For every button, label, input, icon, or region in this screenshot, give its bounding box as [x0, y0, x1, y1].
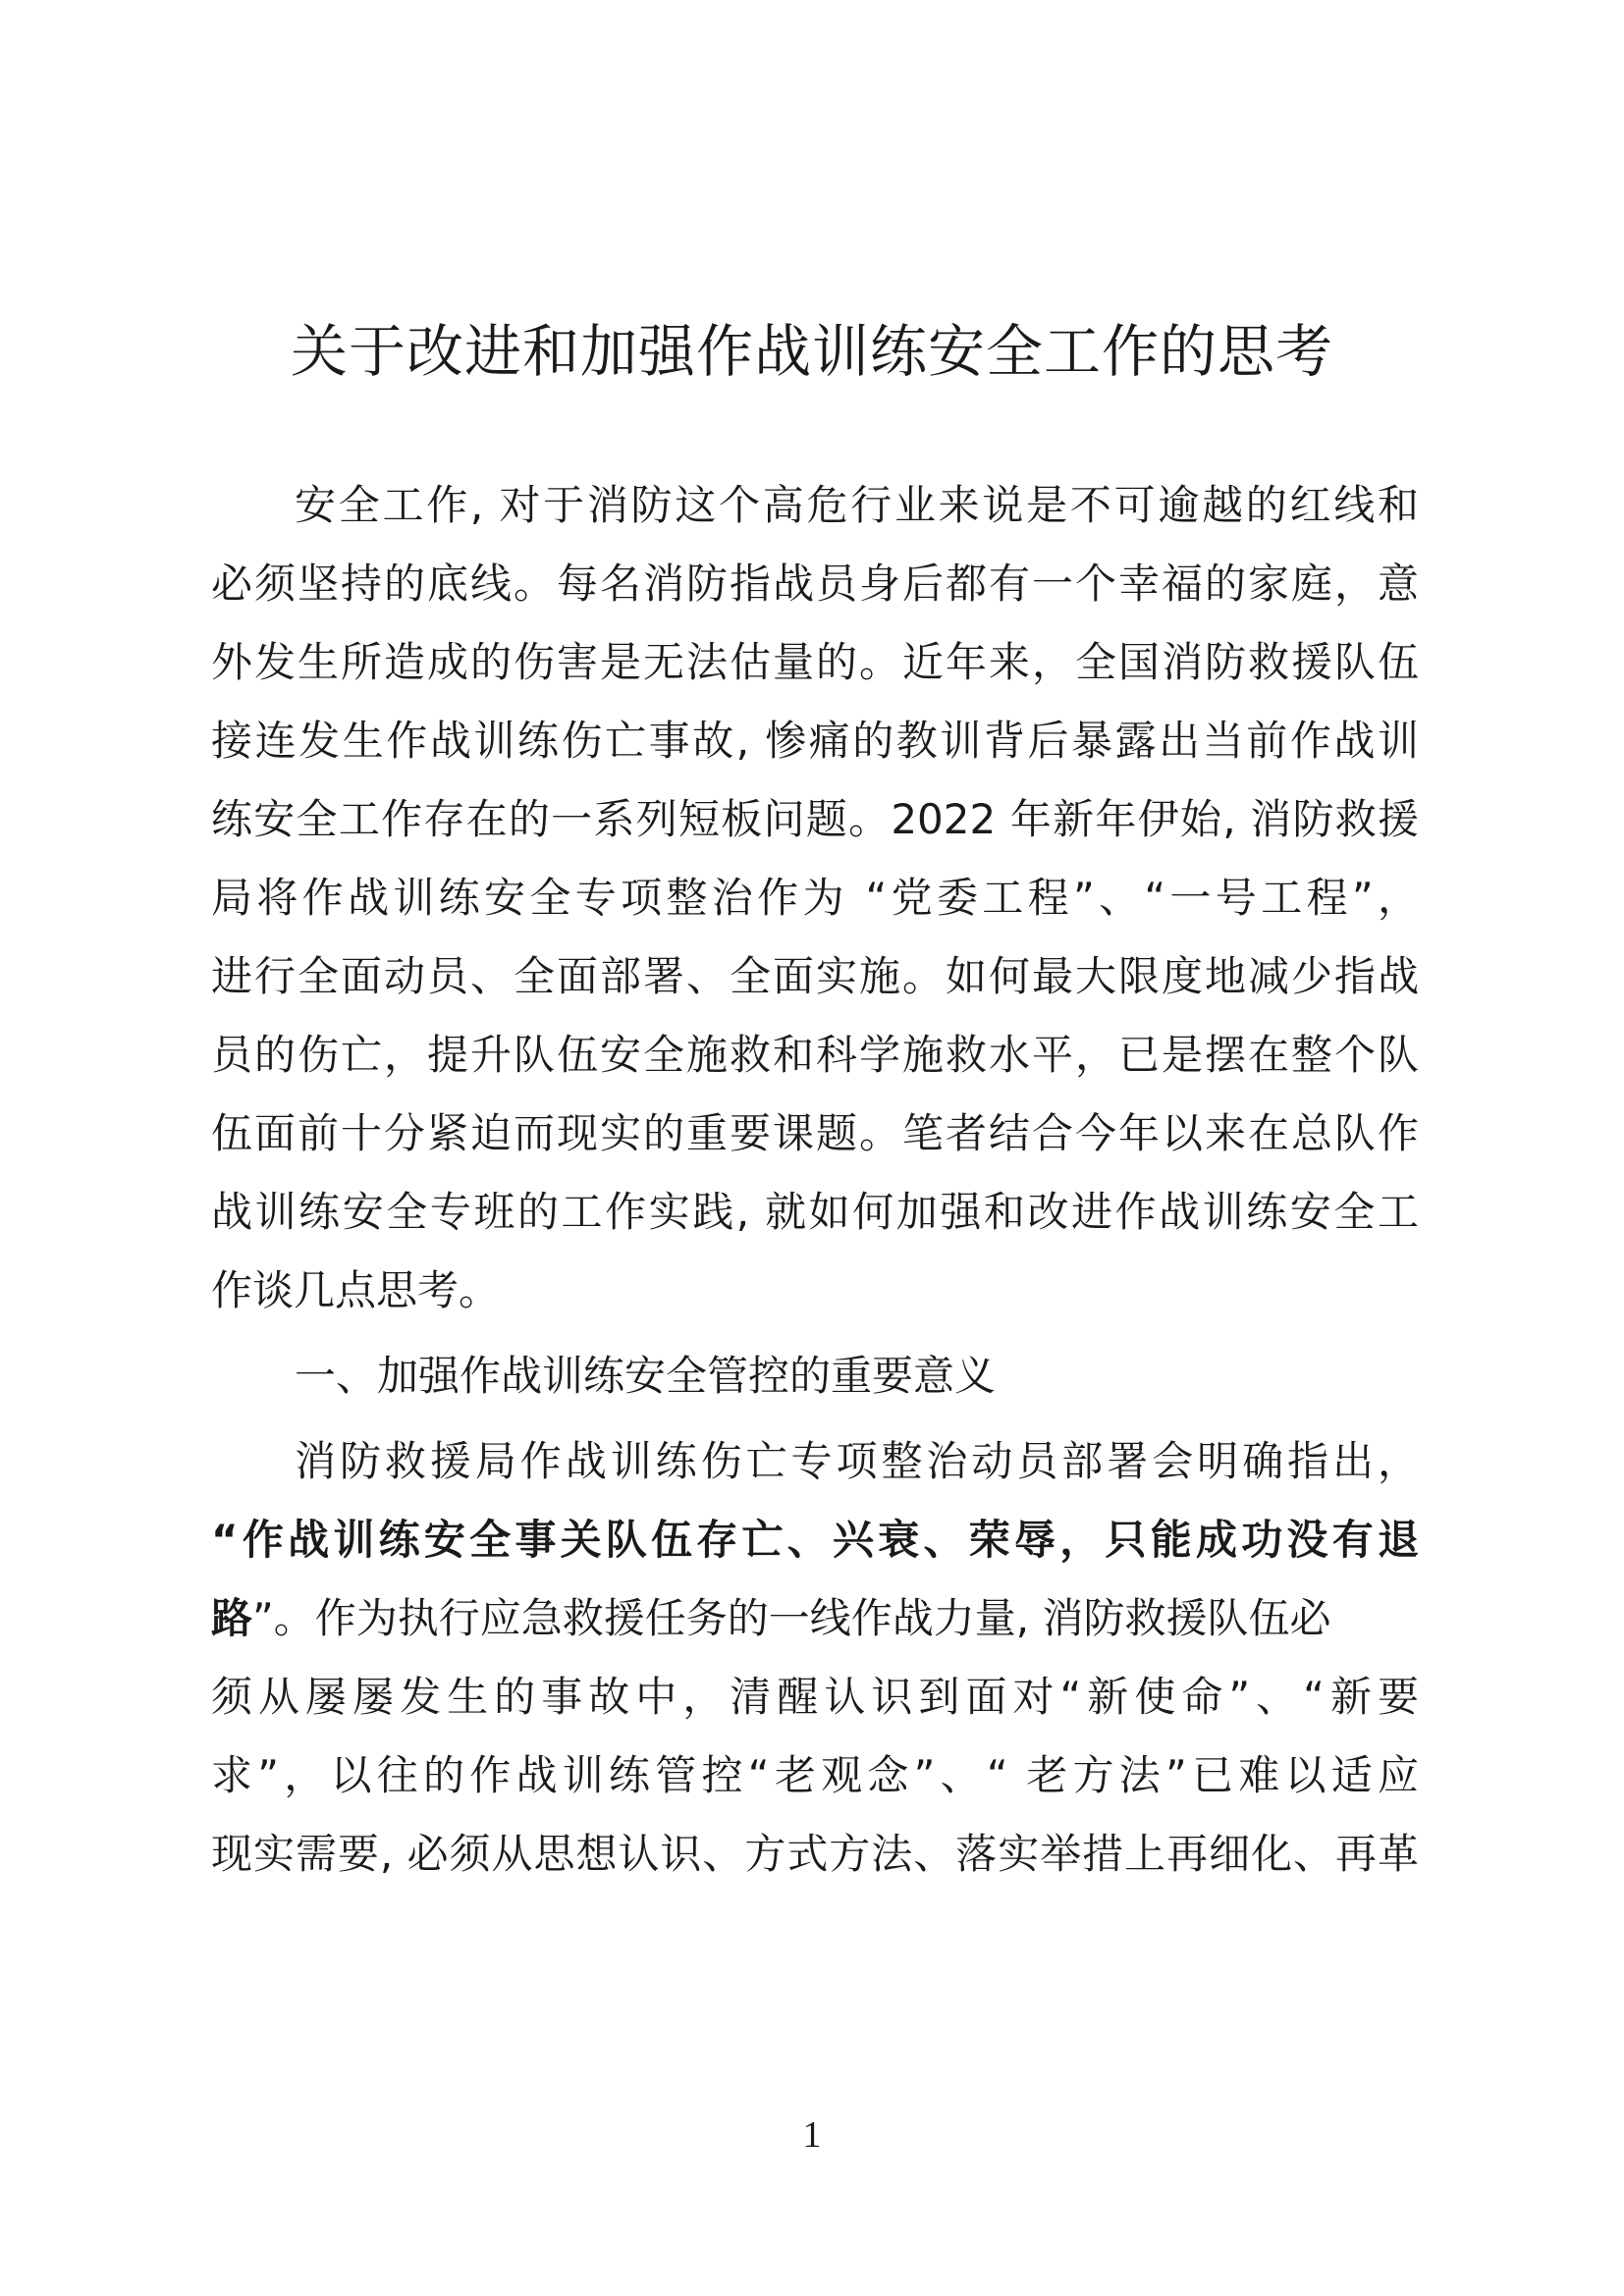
paragraph-line-bold [211, 1511, 1419, 1570]
paragraph-line: 须从屡屡发生的事故中，清醒认识到面对“新使命”、“新要 [211, 1673, 1419, 1721]
paragraph-line: 求”，以往的作战训练管控“老观念”、“ 老方法”已难以适应 [211, 1751, 1419, 1799]
page-number: 1 [802, 2114, 822, 2156]
paragraph-line [211, 1589, 1419, 1648]
line-text: ”。作为执行应急救援任务的一线作战力量, 消防救援队伍必 [252, 1594, 1331, 1642]
paragraph-line: 外发生所造成的伤害是无法估量的。近年来，全国消防救援队伍 [211, 638, 1419, 686]
paragraph-line: 接连发生作战训练伤亡事故, 惨痛的教训背后暴露出当前作战训 [211, 717, 1419, 765]
paragraph-line: 进行全面动员、全面部署、全面实施。如何最大限度地减少指战 [211, 952, 1419, 1000]
paragraph-line: 局将作战训练安全专项整治作为 “党委工程”、“一号工程”， [211, 874, 1419, 922]
paragraph-line: 战训练安全专班的工作实践, 就如何加强和改进作战训练安全工 [211, 1188, 1419, 1236]
paragraph-line: 练安全工作存在的一系列短板问题。2022 年新年伊始, 消防救援 [211, 795, 1419, 843]
paragraph-line: 消防救援局作战训练伤亡专项整治动员部署会明确指出， [295, 1437, 1419, 1485]
paragraph-line: 必须坚持的底线。每名消防指战员身后都有一个幸福的家庭，意 [211, 560, 1419, 608]
paragraph-line: 员的伤亡，提升队伍安全施救和科学施救水平，已是摆在整个队 [211, 1031, 1419, 1079]
paragraph-line: 伍面前十分紧迫而现实的重要课题。笔者结合今年以来在总队作 [211, 1109, 1419, 1157]
paragraph-line: 安全工作, 对于消防这个高危行业来说是不可逾越的红线和 [295, 481, 1419, 529]
document-title: 关于改进和加强作战训练安全工作的思考 [290, 318, 1333, 385]
paragraph-line: 作谈几点思考。 [211, 1266, 501, 1314]
bold-quote: “作战训练安全事关队伍存亡、兴衰、荣辱，只能成功没有退 [211, 1516, 1419, 1564]
paragraph-line: 现实需要, 必须从思想认识、方式方法、落实举措上再细化、再革 [211, 1830, 1419, 1878]
bold-quote-end: 路 [211, 1594, 253, 1642]
section-heading: 一、加强作战训练安全管控的重要意义 [295, 1352, 997, 1400]
